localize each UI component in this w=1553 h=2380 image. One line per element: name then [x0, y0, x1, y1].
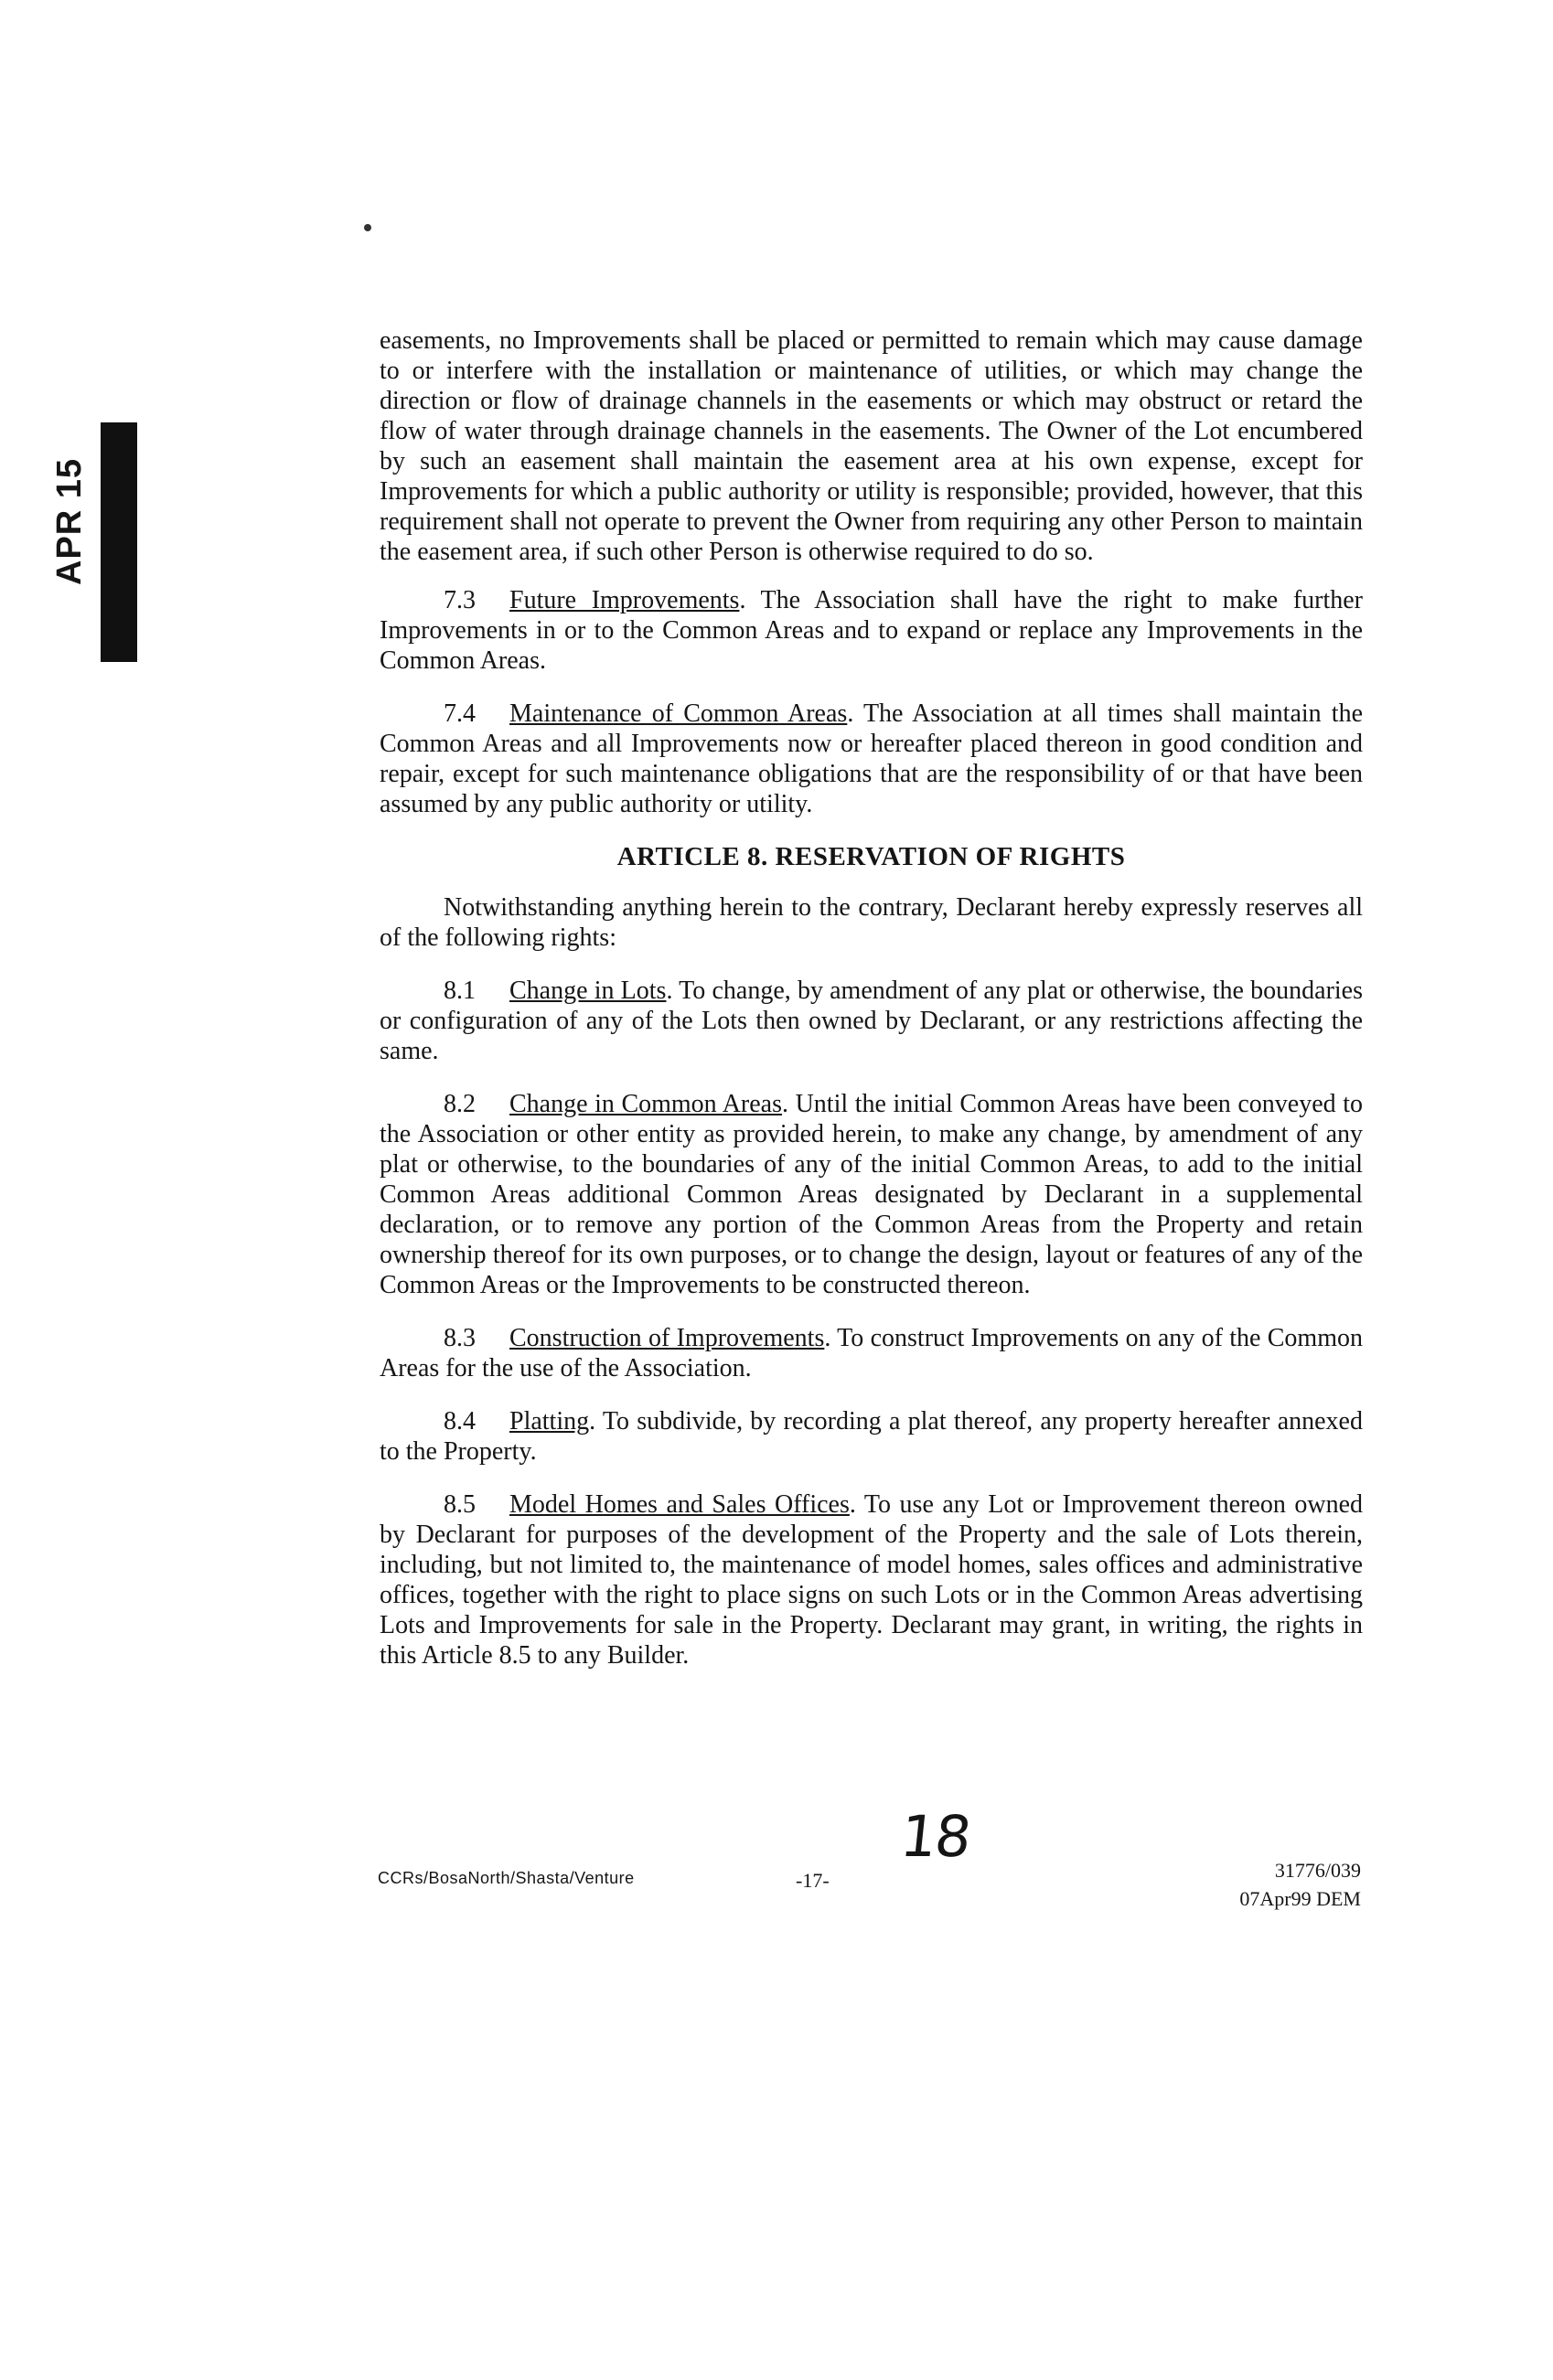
section-8-4 [380, 1406, 1363, 1467]
section-text: . To construct Improvements on any of the Common Areas for the use of the Association. [380, 1324, 1363, 1382]
section-number: 8.1 [444, 977, 476, 1005]
footer-doc-date: 07Apr99 DEM [1239, 1887, 1361, 1910]
section-number: 8.2 [444, 1090, 476, 1118]
section-text: . The Association at all times shall maintain the Common Areas and all Improvements now or hereafter placed thereon in good condition and repair, except for such maintenance obligations that are the responsibility of or that have been assumed by any public authority or utility. [380, 699, 1363, 818]
section-8-2 [380, 1089, 1363, 1300]
section-caption: Model Homes and Sales Offices [509, 1490, 850, 1519]
section-caption: Construction of Improvements [509, 1324, 825, 1352]
section-number: 8.5 [444, 1490, 476, 1519]
section-text: . The Association shall have the right to make further Improvements in or to the Common Areas and to expand or replace any Improvements in the Common Areas. [380, 586, 1364, 675]
document-body [380, 326, 1363, 1693]
intro-text: Notwithstanding anything herein to the contrary, Declarant hereby expressly reserves all of the following rights: [380, 893, 1363, 952]
section-7-4 [380, 699, 1363, 819]
article-8-heading: ARTICLE 8. RESERVATION OF RIGHTS [616, 842, 1126, 871]
footer-doc-number: 31776/039 [1274, 1859, 1361, 1882]
section-caption: Future Improvements [509, 586, 740, 614]
section-text: . To subdivide, by recording a plat thereof, any property hereafter annexed to the Property. [380, 1407, 1363, 1466]
section-number: 8.3 [444, 1324, 476, 1352]
section-caption: Platting [509, 1407, 590, 1435]
scan-edge-mark [101, 422, 137, 662]
section-caption: Maintenance of Common Areas [509, 699, 848, 728]
date-stamp: APR 15 [50, 457, 89, 585]
section-7-3 [380, 585, 1363, 676]
section-text: . To change, by amendment of any plat or otherwise, the boundaries or configuration of any of the Lots then owned by Declarant, or any restrictions affecting the same. [380, 977, 1364, 1065]
article-8-intro [380, 892, 1363, 953]
section-8-1 [380, 976, 1363, 1066]
section-caption: Change in Lots [509, 977, 667, 1005]
section-8-5 [380, 1489, 1363, 1670]
handwritten-page-number: 18 [897, 1803, 973, 1870]
scan-speck [364, 224, 371, 231]
footer-doc-info [1207, 1856, 1361, 1913]
section-number: 7.4 [444, 699, 476, 728]
section-number: 7.3 [444, 586, 476, 614]
section-number: 8.4 [444, 1407, 476, 1435]
section-caption: Change in Common Areas [509, 1090, 783, 1118]
section-text: . Until the initial Common Areas have been conveyed to the Association or other entity as provided herein, to make any change, by amendment of any plat or otherwise, to the boundaries of any of the initial Common Areas, to add to the initial Common Areas additional Common Areas designated by Declarant in a supplemental declaration, or to remove any portion of the Common Areas from the Property and retain ownership thereof for its own purposes, or to change the design, layout or features of any of the Common Areas or the Improvements to be constructed thereon. [380, 1090, 1363, 1299]
footer-page-number: -17- [796, 1869, 830, 1892]
footer-file-reference: CCRs/BosaNorth/Shasta/Venture [378, 1869, 635, 1887]
paragraph-easements: easements, no Improvements shall be placed or permitted to remain which may cause damage to or interfere with the installation or maintenance of utilities, or which may change the direction or flow of drainage channels in the easements or which may obstruct or retard the flow of water through drainage channels in the easements. The Owner of the Lot encumbered by such an easement shall maintain the easement area at his own expense, except for Improvements for which a public authority or utility is responsible; provided, however, that this requirement shall not operate to prevent the Owner from requiring any other Person to maintain the easement area, if such other Person is otherwise required to do so. [380, 326, 1363, 566]
section-8-3 [380, 1323, 1363, 1383]
section-text: . To use any Lot or Improvement thereon owned by Declarant for purposes of the development of the Property and the sale of Lots therein, including, but not limited to, the maintenance of model homes, sales offices and administrative offices, together with the right to place signs on such Lots or in the Common Areas advertising Lots and Improvements for sale in the Property. Declarant may grant, in writing, the rights in this Article 8.5 to any Builder. [380, 1490, 1363, 1670]
